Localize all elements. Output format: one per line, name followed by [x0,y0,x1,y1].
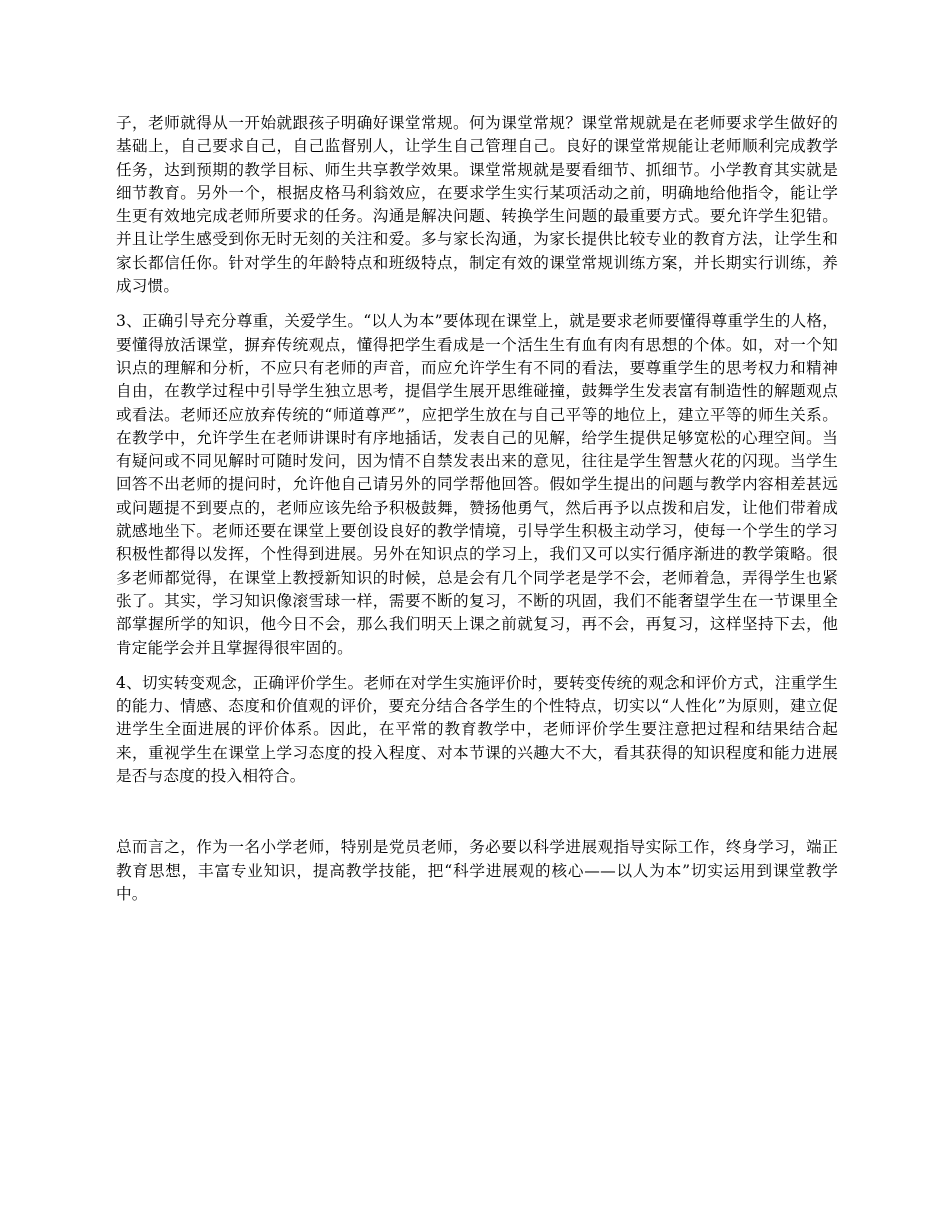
paragraph-classroom-routine: 子，老师就得从一开始就跟孩子明确好课堂常规。何为课堂常规？课堂常规就是在老师要求学生做好的基础上，自己要求自己，自己监督别人，让学生自己管理自己。良好的课堂常规能让老师顺利完成教学任务，达到预期的教学目标、师生共享教学效果。课堂常规就是要看细节、抓细节。小学教育其实就是细节教育。另外一个，根据皮格马利翁效应，在要求学生实行某项活动之前，明确地给他指令，能让学生更有效地完成老师所要求的任务。沟通是解决问题、转换学生问题的最重要方式。要允许学生犯错。并且让学生感受到你无时无刻的关注和爱。多与家长沟通，为家长提供比较专业的教育方法，让学生和家长都信任你。针对学生的年龄特点和班级特点，制定有效的课堂常规训练方案，并长期实行训练，养成习惯。 [116,114,838,296]
blank-gap [116,800,838,836]
paragraph-conclusion: 总而言之，作为一名小学老师，特别是党员老师，务必要以科学进展观指导实际工作，终身学习，端正教育思想，丰富专业知识，提高教学技能，把“科学进展观的核心——以人为本”切实运用到课堂教学中。 [116,838,838,903]
document-body [116,112,838,918]
paragraph-respect-students: 3、正确引导充分尊重，关爱学生。“以人为本”要体现在课堂上，就是要求老师要懂得尊重学生的人格，要懂得放活课堂，摒弃传统观点，懂得把学生看成是一个活生生有血有肉有思想的个体。如，对一个知识点的理解和分析，不应只有老师的声音，而应允许学生有不同的看法，要尊重学生的思考权力和精神自由，在教学过程中引导学生独立思考，提倡学生展开思维碰撞，鼓舞学生发表富有制造性的解题观点或看法。老师还应放弃传统的“师道尊严”，应把学生放在与自己平等的地位上，建立平等的师生关系。在教学中，允许学生在老师讲课时有序地插话，发表自己的见解，给学生提供足够宽松的心理空间。当有疑问或不同见解时可随时发问，因为情不自禁发表出来的意见，往往是学生智慧火花的闪现。当学生回答不出老师的提问时，允许他自己请另外的同学帮他回答。假如学生提出的问题与教学内容相差甚远或问题提不到要点的，老师应该先给予积极鼓舞，赞扬他勇气，然后再予以点拨和启发，让他们带着成就感地坐下。老师还要在课堂上要创设良好的教学情境，引导学生积极主动学习，使每一个学生的学习积极性都得以发挥，个性得到进展。另外在知识点的学习上，我们又可以实行循序渐进的教学策略。很多老师都觉得，在课堂上教授新知识的时候，总是会有几个同学老是学不会，老师着急，弄得学生也紧张了。其实，学习知识像滚雪球一样，需要不断的复习，不断的巩固，我们不能奢望学生在一节课里全部掌握所学的知识，他今日不会，那么我们明天上课之前就复习，再不会，再复习，这样坚持下去，他肯定能学会并且掌握得很牢固的。 [116,312,838,657]
paragraph-evaluate-students: 4、切实转变观念，正确评价学生。老师在对学生实施评价时，要转变传统的观念和评价方式，注重学生的能力、情感、态度和价值观的评价，要充分结合各学生的个性特点，切实以“人性化”为原则，建立促进学生全面进展的评价体系。因此，在平常的教育教学中，老师评价学生要注意把过程和结果结合起来，重视学生在课堂上学习态度的投入程度、对本节课的兴趣大不大，看其获得的知识程度和能力进展是否与态度的投入相符合。 [116,673,838,786]
